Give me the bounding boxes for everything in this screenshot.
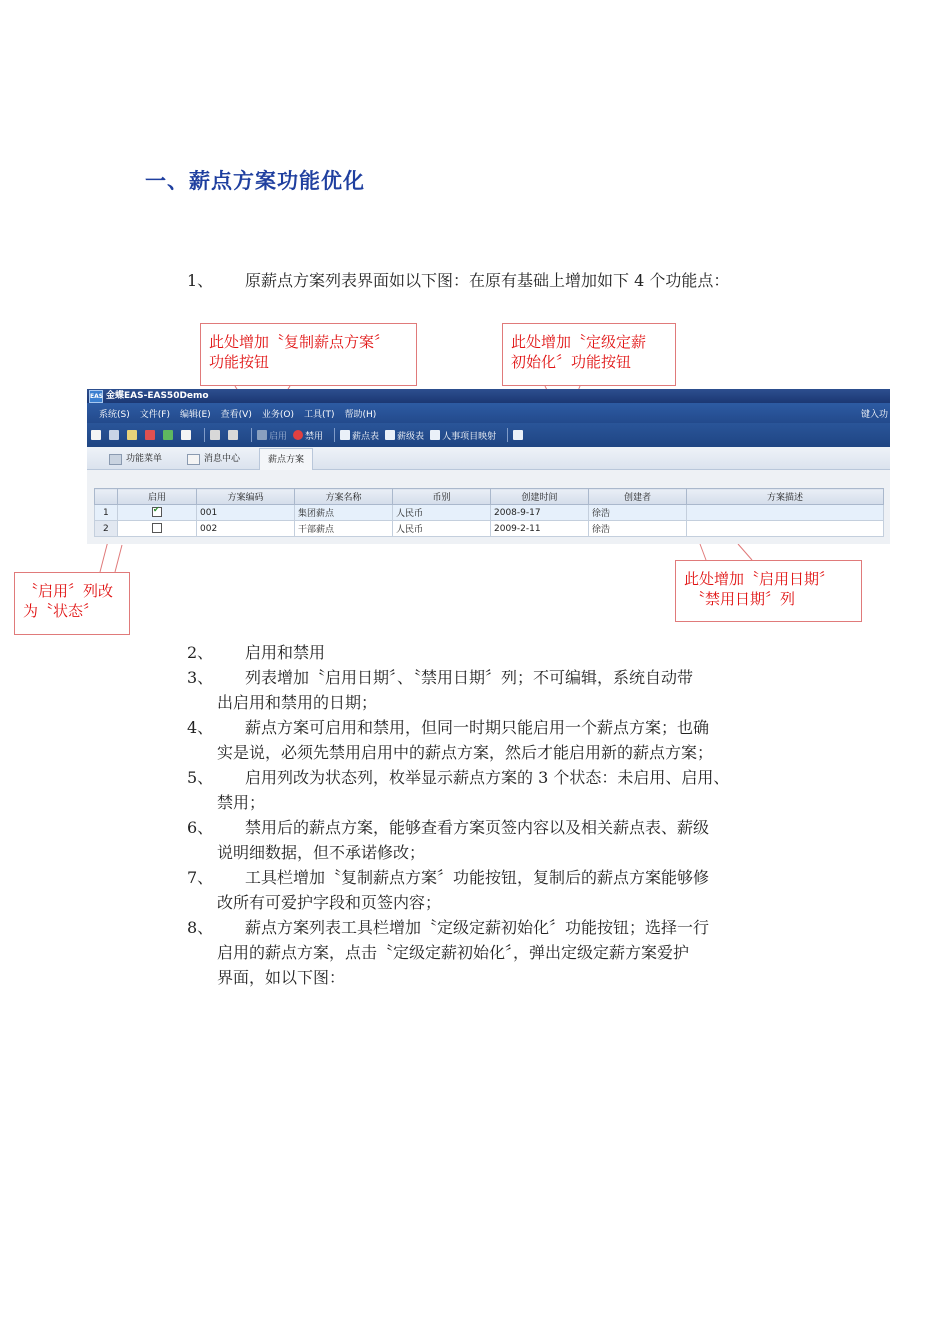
column-header[interactable]: 方案描述 [687,489,884,505]
points-table-button[interactable] [340,429,379,442]
toolbar-separator [334,428,335,442]
table-icon [385,430,395,440]
tab-bar [87,447,890,470]
preview-button[interactable] [228,430,240,440]
column-header[interactable]: 启用 [118,489,197,505]
callout-line: 初始化〞功能按钮 [511,353,632,371]
item-text: 原薪点方案列表界面如以下图：在原有基础上增加如下 4 个功能点： [245,271,730,290]
column-header[interactable]: 币别 [393,489,491,505]
code-cell: 002 [197,521,295,537]
leader-line [700,544,706,560]
row-number: 1 [95,505,118,521]
item-text: 实是说，必须先禁用启用中的薪点方案，然后才能启用新的薪点方案； [217,743,714,762]
item-text: 说明细数据，但不承诺修改； [217,843,426,862]
app-logo-icon: EAS [89,390,103,403]
locate-button[interactable] [181,430,193,440]
menu-edit[interactable]: 编辑(E) [179,409,211,420]
window-title: 金蝶EAS-EAS50Demo [106,391,209,401]
item-text: 薪点方案可启用和禁用，但同一时期只能启用一个薪点方案；也确 [245,718,710,737]
edit-button[interactable] [127,430,139,440]
column-header[interactable]: 创建时间 [491,489,589,505]
callout-line: 功能按钮 [209,353,270,371]
column-header[interactable]: 方案名称 [295,489,393,505]
currency-cell: 人民币 [393,505,491,521]
tab-label: 薪点方案 [268,454,305,465]
item-text: 启用的薪点方案，点击〝定级定薪初始化〞，弹出定级定薪方案爱护 [217,943,690,962]
grade-table-button[interactable] [385,429,424,442]
callout-line: 此处增加〝复制薪点方案〞 [209,333,390,351]
checkbox-unchecked-icon[interactable] [152,523,162,533]
menu-icon [109,454,122,465]
currency-cell: 人民币 [393,521,491,537]
created-cell: 2008-9-17 [491,505,589,521]
section-heading: 一、薪点方案功能优化 [145,169,365,193]
column-header[interactable]: 方案编码 [197,489,295,505]
tab-label: 功能菜单 [126,454,163,464]
toolbar-separator [251,428,252,442]
created-cell: 2009-2-11 [491,521,589,537]
item-text: 列表增加〝启用日期〞、〝禁用日期〞列；不可编辑，系统自动带 [245,668,694,687]
refresh-button[interactable] [163,430,175,440]
locate-icon [181,430,191,440]
tab-function-menu[interactable] [101,450,170,469]
toolbar-separator [204,428,205,442]
refresh-icon [163,430,173,440]
grade-table-label: 薪级表 [397,431,425,442]
table-row[interactable] [95,521,884,537]
new-icon [91,430,101,440]
item-text: 启用和禁用 [245,643,326,662]
callout-line: 此处增加〝定级定薪 [511,333,647,351]
name-cell: 干部薪点 [295,521,393,537]
menu-search-hint[interactable]: 键入功 [860,410,888,420]
checkbox-checked-icon[interactable] [152,507,162,517]
app-screenshot [87,389,890,544]
save-icon [109,430,119,440]
hr-mapping-label: 人事项目映射 [442,431,497,442]
tab-salary-plan[interactable] [259,448,313,471]
menu-system[interactable]: 系统(S) [99,409,130,420]
salary-plan-table [94,488,884,537]
item-text: 禁用； [217,793,266,812]
desc-cell [687,521,884,537]
mapping-icon [430,430,440,440]
callout-line: 〝启用〞列改 [23,582,114,600]
item-number: 3、 [187,668,214,687]
item-number: 4、 [187,718,214,737]
menu-view[interactable]: 查看(V) [220,409,252,420]
table-icon [340,430,350,440]
item-text: 界面，如以下图： [217,968,346,987]
new-button[interactable] [91,430,103,440]
tab-message-center[interactable] [179,450,248,469]
table-row[interactable] [95,505,884,521]
leader-line [738,544,752,560]
menu-tools[interactable]: 工具(T) [303,409,335,420]
callout-date-cols [675,560,862,622]
creator-cell: 徐浩 [589,521,687,537]
item-number: 1、 [187,271,214,290]
enable-label: 启用 [269,431,288,442]
enabled-cell[interactable] [118,505,197,521]
callout-status-col [14,572,130,635]
callout-grade-init [502,323,676,386]
menu-bar [87,403,890,423]
item-number: 7、 [187,868,214,887]
item-text: 禁用后的薪点方案，能够查看方案页签内容以及相关薪点表、薪级 [245,818,710,837]
window-titlebar [87,389,890,403]
name-cell: 集团薪点 [295,505,393,521]
item-number: 6、 [187,818,214,837]
grid-area [87,470,890,544]
menu-business[interactable]: 业务(O) [261,409,294,420]
column-header[interactable]: 创建者 [589,489,687,505]
item-number: 5、 [187,768,214,787]
delete-icon [145,430,155,440]
stop-icon [293,430,303,440]
exit-button[interactable] [513,430,525,440]
hr-mapping-button[interactable] [430,429,496,442]
leader-line [100,541,108,572]
item-text: 工具栏增加〝复制薪点方案〞功能按钮，复制后的薪点方案能够修 [245,868,710,887]
row-number: 2 [95,521,118,537]
print-icon [210,430,220,440]
enable-icon [257,430,267,440]
desc-cell [687,505,884,521]
table-header-row [95,489,884,505]
item-text: 薪点方案列表工具栏增加〝定级定薪初始化〞功能按钮；选择一行 [245,918,710,937]
print-button[interactable] [210,430,222,440]
enabled-cell[interactable] [118,521,197,537]
item-number: 2、 [187,643,214,662]
creator-cell: 徐浩 [589,505,687,521]
code-cell: 001 [197,505,295,521]
callout-line: 此处增加〝启用日期〞 [684,570,835,588]
item-text: 启用列改为状态列，枚举显示薪点方案的 3 个状态：未启用、启用、 [245,768,730,787]
menu-help[interactable]: 帮助(H) [344,409,377,420]
toolbar-separator [507,428,508,442]
save-button[interactable] [109,430,121,440]
edit-icon [127,430,137,440]
callout-line: 为〝状态〞 [23,602,99,620]
row-number-header [95,489,118,505]
toolbar [87,423,890,447]
preview-icon [228,430,238,440]
callout-line: 〝禁用日期〞列 [690,590,796,608]
menu-file[interactable]: 文件(F) [139,409,170,420]
callout-copy-plan [200,323,417,386]
envelope-icon [187,454,200,465]
enable-button[interactable] [257,429,287,442]
disable-label: 禁用 [305,431,324,442]
leader-line [115,545,122,572]
delete-button[interactable] [145,430,157,440]
exit-icon [513,430,523,440]
tab-label: 消息中心 [204,454,241,464]
disable-button[interactable] [293,429,323,442]
item-number: 8、 [187,918,214,937]
item-text: 改所有可爱护字段和页签内容； [217,893,442,912]
item-text: 出启用和禁用的日期； [217,693,378,712]
points-table-label: 薪点表 [352,431,380,442]
